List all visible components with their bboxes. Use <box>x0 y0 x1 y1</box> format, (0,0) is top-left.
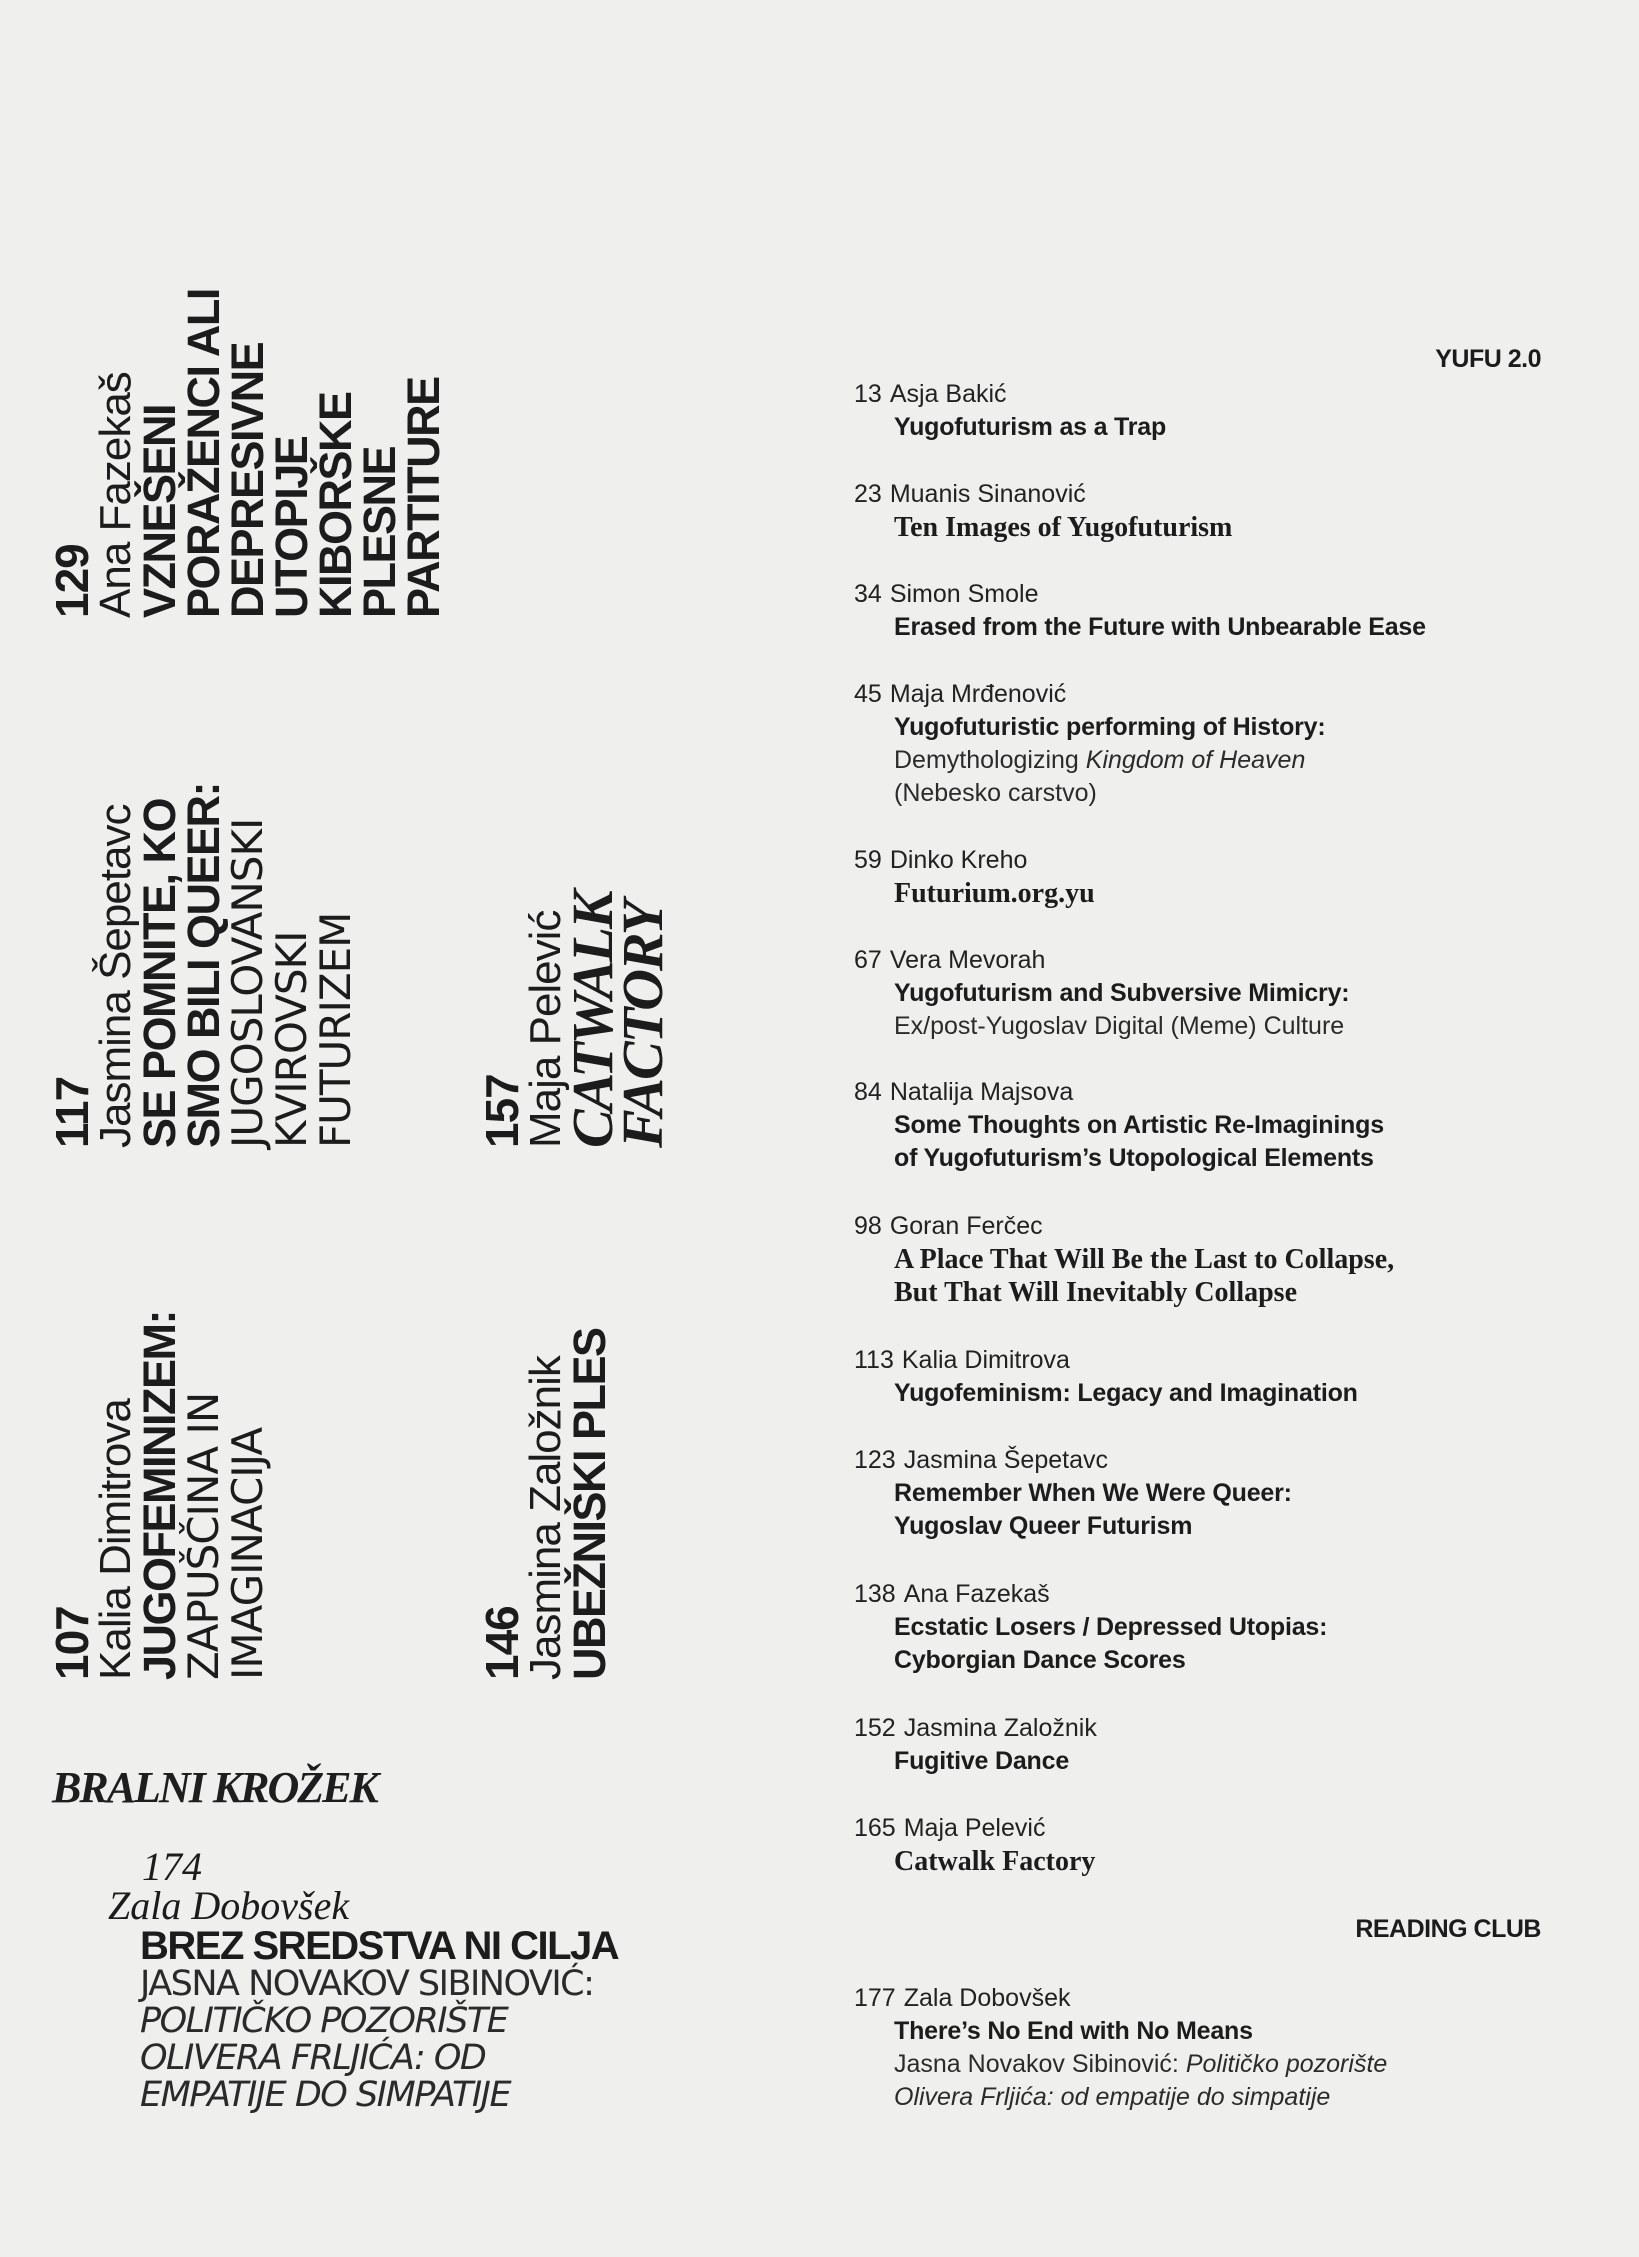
entry-author: Simon Smole <box>889 580 1039 608</box>
entry-author: Ana Fazekaš <box>91 372 140 618</box>
entry-author: Dinko Kreho <box>889 846 1028 874</box>
toc-entry <box>854 478 1232 544</box>
section-heading-yufu: YUFU 2.0 <box>1435 345 1541 373</box>
entry-author: Ana Fazekaš <box>903 1580 1050 1608</box>
entry-author: Vera Mevorah <box>889 946 1046 974</box>
entry-title: SE POMNITE, KO <box>134 798 185 1148</box>
entry-title: JUGOFEMINIZEM: <box>134 1311 185 1680</box>
entry-title: DEPRESIVNE <box>222 342 273 618</box>
toc-entry <box>854 678 1326 810</box>
entry-title: FACTORY <box>610 901 675 1148</box>
entry-129 <box>46 289 449 618</box>
toc-entry <box>854 1076 1384 1175</box>
entry-author: Jasmina Šepetavc <box>903 1446 1108 1474</box>
entry-title: Ten Images of Yugofuturism <box>894 512 1233 543</box>
entry-title: Yugofuturistic performing of History: <box>894 713 1326 741</box>
page-number: 59 <box>854 846 882 874</box>
entry-title: Ecstatic Losers / Depressed Utopias: <box>894 1613 1328 1641</box>
entry-number: 129 <box>46 544 98 618</box>
entry-title: CATWALK <box>560 892 625 1148</box>
entry-author: Kalia Dimitrova <box>91 1399 140 1680</box>
entry-title: PARTITURE <box>398 377 449 618</box>
entry-subtitle-line: JUGOSLOVANSKI <box>223 818 272 1148</box>
entry-title: Cyborgian Dance Scores <box>894 1646 1186 1674</box>
entry-author: Maja Pelević <box>521 910 570 1148</box>
entry-title: Erased from the Future with Unbearable Ease <box>894 613 1426 641</box>
entry-subtitle: (Nebesko carstvo) <box>894 779 1097 807</box>
entry-title: KIBORŠKE <box>310 392 361 618</box>
entry-title: Futurium.org.yu <box>894 878 1095 909</box>
entry-title: UTOPIJE <box>266 436 317 618</box>
entry-number: 117 <box>46 1076 98 1148</box>
entry-subtitle-line: KVIROVSKI <box>267 931 316 1148</box>
subtitle-italic: Kingdom of Heaven <box>1085 746 1306 774</box>
section-heading-reading-club: READING CLUB <box>1355 1915 1541 1943</box>
entry-subtitle-line: FUTURIZEM <box>311 912 360 1148</box>
toc-entry <box>854 1444 1292 1543</box>
page-number: 67 <box>854 946 882 974</box>
entry-title: Catwalk Factory <box>894 1846 1096 1877</box>
page-number: 113 <box>854 1346 894 1374</box>
entry-title: Yugofuturism and Subversive Mimicry: <box>894 979 1350 1007</box>
entry-subtitle-line: POLITIČKO POZORIŠTE <box>140 2001 508 2041</box>
entry-author: Zala Dobovšek <box>903 1984 1071 2012</box>
entry-107 <box>46 1311 272 1680</box>
entry-subtitle: Ex/post-Yugoslav Digital (Meme) Culture <box>894 1012 1345 1040</box>
entry-title: A Place That Will Be the Last to Collapse, <box>894 1244 1395 1275</box>
entry-author: Jasmina Šepetavc <box>91 804 140 1148</box>
entry-title: VZNEŠENI <box>134 404 185 618</box>
entry-author: Muanis Sinanović <box>889 480 1086 508</box>
entry-subtitle <box>894 744 1326 777</box>
toc-entry <box>854 1578 1327 1677</box>
entry-title: SMO BILI QUEER: <box>178 782 229 1148</box>
entry-number: 146 <box>476 1606 528 1680</box>
subtitle-text: Demythologizing <box>894 746 1086 774</box>
toc-entry <box>854 1812 1095 1878</box>
entry-subtitle-line: ZAPUŠČINA IN <box>179 1392 228 1680</box>
entry-author: Natalija Majsova <box>889 1078 1074 1106</box>
page-number: 177 <box>854 1984 896 2012</box>
reading-club-heading: BRALNI KROŽEK <box>52 1763 377 1812</box>
entry-author: Jasmina Založnik <box>521 1356 570 1680</box>
toc-entry <box>854 1210 1394 1309</box>
toc-entry-reading-club <box>854 1982 1387 2114</box>
page-number: 13 <box>854 380 882 408</box>
page-number: 84 <box>854 1078 882 1106</box>
toc-entry <box>854 844 1095 910</box>
entry-title: But That Will Inevitably Collapse <box>894 1277 1297 1308</box>
page-number: 45 <box>854 680 882 708</box>
entry-title: Yugofeminism: Legacy and Imagination <box>894 1379 1358 1407</box>
entry-title: PLESNE <box>354 446 405 618</box>
entry-subtitle-line: OLIVERA FRLJIĆA: OD <box>140 2038 486 2078</box>
entry-title: Yugofuturism as a Trap <box>894 413 1167 441</box>
entry-author: Maja Mrđenović <box>889 680 1067 708</box>
entry-117 <box>46 782 360 1148</box>
entry-title: Remember When We Were Queer: <box>894 1479 1292 1507</box>
entry-number: 107 <box>46 1606 98 1680</box>
page-number: 34 <box>854 580 882 608</box>
entry-number: 157 <box>476 1074 528 1148</box>
page-number: 98 <box>854 1212 882 1240</box>
toc-entry <box>854 1712 1097 1778</box>
entry-number: 174 <box>142 1844 202 1889</box>
entry-title: UBEŽNIŠKI PLES <box>564 1328 615 1680</box>
toc-entry <box>854 578 1426 644</box>
entry-subtitle-line: JASNA NOVAKOV SIBINOVIĆ: <box>140 1964 594 2004</box>
page-number: 23 <box>854 480 882 508</box>
entry-author: Zala Dobovšek <box>108 1883 350 1928</box>
entry-title: PORAŽENCI ALI <box>178 289 229 618</box>
subtitle-text: Jasna Novakov Sibinović: <box>894 2050 1186 2078</box>
entry-subtitle-line: IMAGINACIJA <box>223 1427 272 1680</box>
entry-subtitle <box>894 2081 1387 2114</box>
entry-146 <box>476 1328 615 1680</box>
subtitle-italic: Olivera Frljića: od empatije do simpatije <box>894 2083 1331 2111</box>
entry-subtitle <box>894 2048 1387 2081</box>
entry-author: Goran Ferčec <box>889 1212 1043 1240</box>
toc-entry <box>854 378 1166 444</box>
reading-club-entry <box>108 1844 619 2115</box>
page-number: 123 <box>854 1446 896 1474</box>
toc-entry <box>854 1344 1358 1410</box>
page-number: 152 <box>854 1714 896 1742</box>
entry-subtitle-line: EMPATIJE DO SIMPATIJE <box>140 2075 511 2115</box>
entry-title: of Yugofuturism’s Utopological Elements <box>894 1144 1374 1172</box>
entry-title: BREZ SREDSTVA NI CILJA <box>140 1924 619 1968</box>
page-number: 138 <box>854 1580 896 1608</box>
entry-title: Yugoslav Queer Futurism <box>894 1512 1193 1540</box>
entry-157 <box>476 892 675 1148</box>
page-number: 165 <box>854 1814 896 1842</box>
subtitle-italic: Političko pozorište <box>1185 2050 1388 2078</box>
entry-author: Jasmina Založnik <box>903 1714 1097 1742</box>
entry-title: There’s No End with No Means <box>894 2017 1253 2045</box>
toc-entry <box>854 944 1349 1043</box>
entry-title: Fugitive Dance <box>894 1747 1070 1775</box>
entry-author: Asja Bakić <box>889 380 1007 408</box>
entry-author: Maja Pelević <box>903 1814 1046 1842</box>
entry-author: Kalia Dimitrova <box>901 1346 1070 1374</box>
entry-title: Some Thoughts on Artistic Re-Imaginings <box>894 1111 1384 1139</box>
